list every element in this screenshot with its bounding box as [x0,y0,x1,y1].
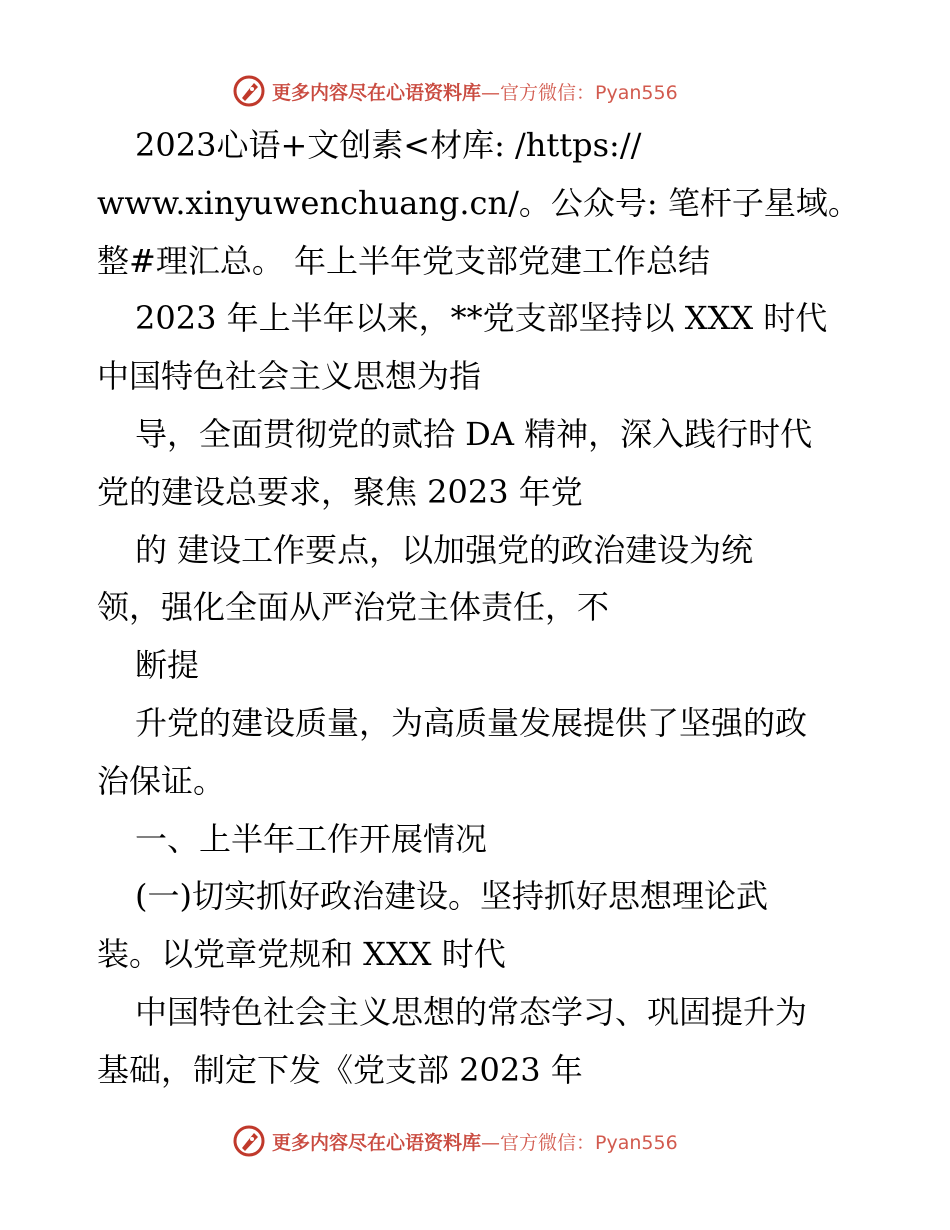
body-line: 断提 [135,646,200,685]
watermark-main-text: 更多内容尽在心语资料库 [272,1131,482,1154]
section-heading: 一、上半年工作开展情况 [135,819,488,858]
watermark-sub-text: —官方微信：Pyan556 [481,1131,678,1154]
body-line: 党的建设总要求，聚焦 2023 年党 [97,472,583,511]
pen-logo-icon [232,1124,266,1158]
body-line: 升党的建设质量，为高质量发展提供了坚强的政 [135,703,808,742]
body-line: www.xinyuwenchuang.cn/。公众号: 笔杆子星域。 [97,183,860,222]
body-line: 整#理汇总。 年上半年党支部党建工作总结 [97,241,710,280]
body-line: 中国特色社会主义思想的常态学习、巩固提升为 [135,992,808,1031]
body-line: 2023 年上半年以来，**党支部坚持以 XXX 时代 [135,299,828,338]
watermark-main-text: 更多内容尽在心语资料库 [272,81,482,104]
body-line: 导，全面贯彻党的贰拾 DA 精神，深入践行时代 [135,414,813,453]
footer-watermark [232,1121,678,1161]
body-line: 的 建设工作要点，以加强党的政治建设为统 [135,530,754,569]
body-line: 基础，制定下发《党支部 2023 年 [97,1050,583,1089]
document-body [97,117,867,1100]
watermark-text [272,78,678,105]
body-line: 治保证。 [97,761,226,800]
pen-logo-icon [232,74,266,108]
body-line: (一)切实抓好政治建设。坚持抓好思想理论武 [135,877,768,916]
watermark-text [272,1128,678,1155]
watermark-sub-text: —官方微信：Pyan556 [481,81,678,104]
body-line: 领，强化全面从严治党主体责任，不 [97,588,610,627]
body-line: 2023心语+文创素<材库: /https:// [135,126,642,164]
body-line: 装。以党章党规和 XXX 时代 [97,935,506,974]
header-watermark [232,71,678,111]
body-line: 中国特色社会主义思想为指 [97,357,482,396]
